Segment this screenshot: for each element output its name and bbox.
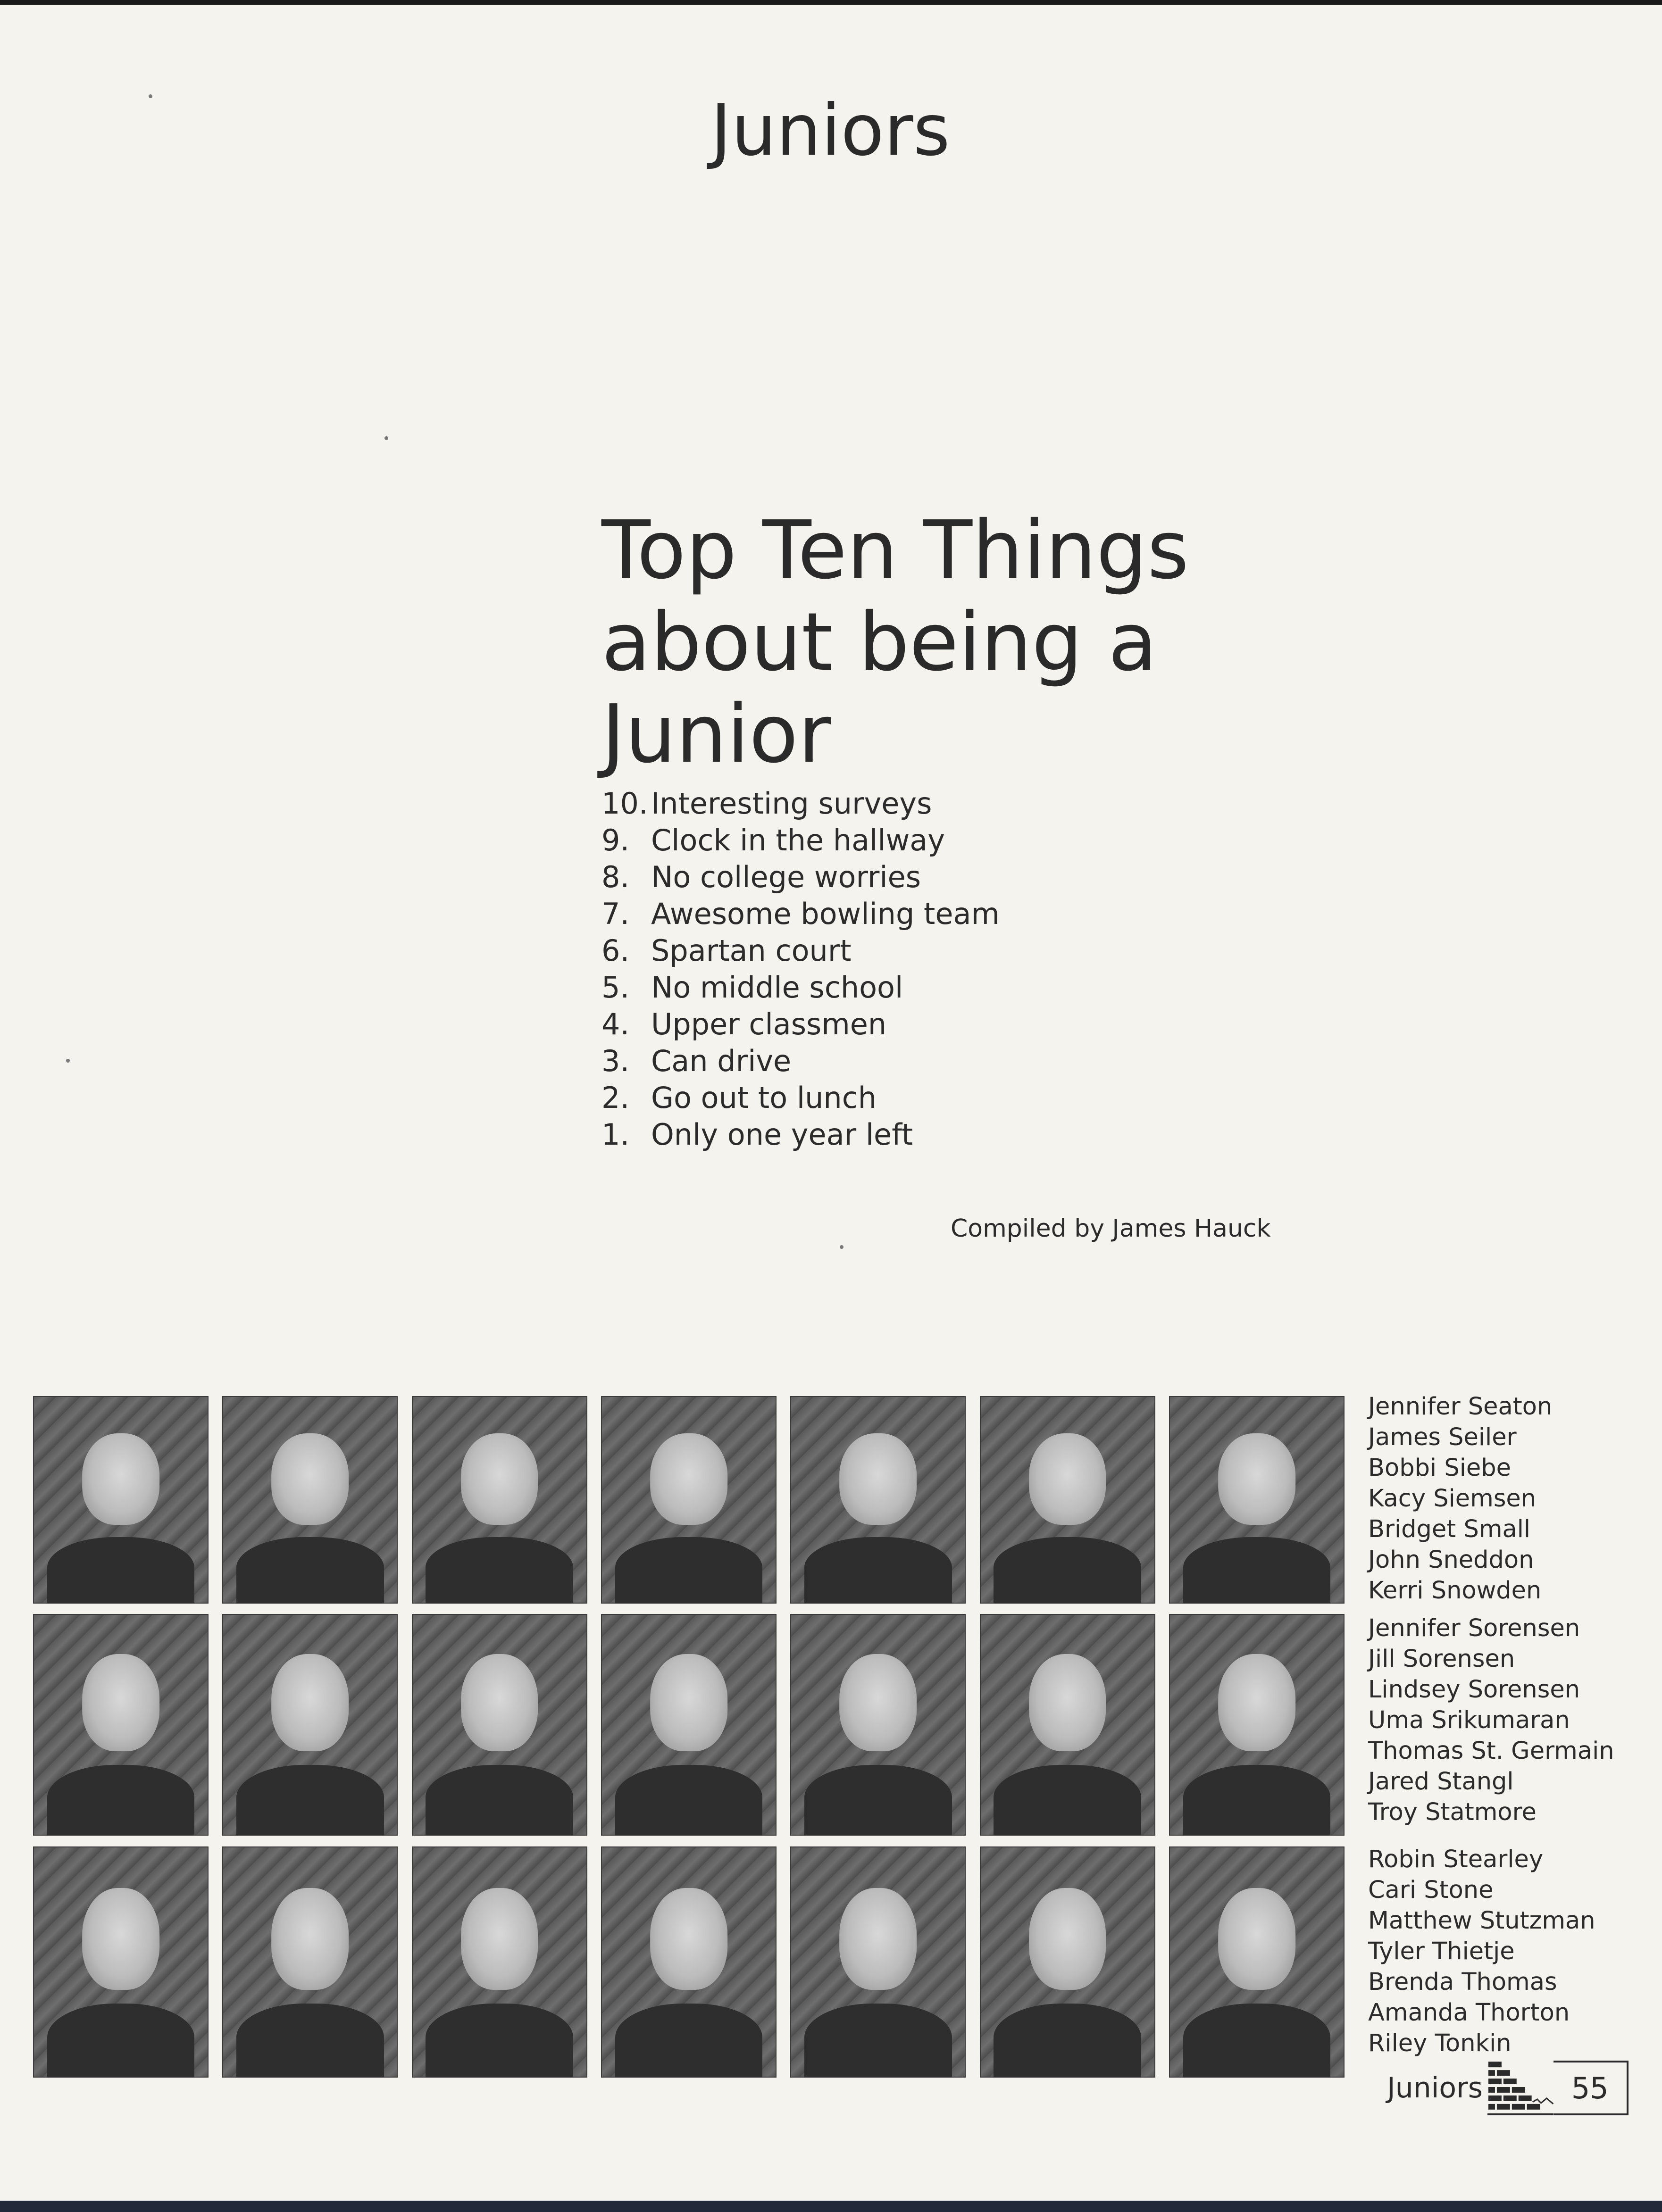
portrait-row [33,1396,1345,1604]
student-name: Kacy Siemsen [1368,1485,1537,1513]
portrait-names-row-3 [1368,1844,1595,2059]
top-ten-title: Top Ten Things about being a Junior [601,504,1189,781]
portrait-photo [980,1614,1155,1836]
list-item [601,1116,1000,1153]
list-item-number: 2. [601,1081,630,1115]
portrait-photo [1169,1614,1345,1836]
student-name: Jill Sorensen [1368,1645,1515,1673]
student-name: Amanda Thorton [1368,1999,1570,2027]
student-name: Troy Statmore [1368,1798,1537,1826]
page-bottom-edge [0,2201,1662,2212]
student-name: Matthew Stutzman [1368,1907,1595,1935]
paper-speck [840,1245,844,1249]
portrait-photo [601,1396,777,1604]
student-name: Kerri Snowden [1368,1577,1542,1605]
list-item-number: 1. [601,1117,630,1152]
page-title: Juniors [710,90,950,172]
portrait-photo [790,1396,966,1604]
page-footer [1387,2057,1629,2119]
student-name: Bobbi Siebe [1368,1454,1511,1482]
list-item-text: No middle school [651,970,903,1005]
page-top-edge [0,0,1662,5]
paper-speck [384,436,388,440]
list-item [601,969,1000,1006]
list-item-number: 6. [601,933,630,968]
portrait-photo [222,1396,398,1604]
portrait-photo [790,1614,966,1836]
portrait-photo [1169,1846,1345,2078]
student-name: Jared Stangl [1368,1768,1514,1796]
list-item-text: Spartan court [651,933,852,968]
student-name: Tyler Thietje [1368,1938,1515,1965]
paper-speck [149,94,152,98]
portrait-photo [601,1846,777,2078]
list-item [601,932,1000,969]
list-item [601,1080,1000,1116]
portrait-grid [33,1396,1345,2078]
portrait-photo [412,1846,587,2078]
list-item [601,859,1000,896]
list-item [601,896,1000,932]
student-name: Lindsey Sorensen [1368,1676,1580,1704]
list-item-text: No college worries [651,860,921,894]
list-item-text: Only one year left [651,1117,913,1152]
student-name: Jennifer Seaton [1368,1393,1553,1421]
list-item-number: 8. [601,860,630,894]
portrait-photo [222,1614,398,1836]
list-item-text: Awesome bowling team [651,897,1000,931]
list-item-number: 10. [601,786,648,821]
list-item-number: 7. [601,897,630,931]
portrait-photo [412,1614,587,1836]
portrait-photo [33,1396,209,1604]
student-name: Robin Stearley [1368,1846,1544,1873]
student-name: Jennifer Sorensen [1368,1614,1580,1642]
list-item-number: 4. [601,1007,630,1041]
list-item [601,1006,1000,1043]
portrait-photo [33,1614,209,1836]
student-name: Cari Stone [1368,1876,1494,1904]
portrait-row [33,1846,1345,2078]
student-name: James Seiler [1368,1423,1517,1451]
list-item [601,785,1000,822]
page-number: 55 [1553,2061,1629,2115]
student-name: Riley Tonkin [1368,2029,1512,2057]
student-name: Bridget Small [1368,1515,1531,1543]
portrait-names-row-1 [1368,1391,1552,1606]
compiled-by-credit: Compiled by James Hauck [951,1214,1271,1243]
portrait-photo [412,1396,587,1604]
footer-section-label: Juniors [1387,2071,1483,2104]
portrait-photo [1169,1396,1345,1604]
student-name: John Sneddon [1368,1546,1534,1574]
portrait-photo [790,1846,966,2078]
student-name: Thomas St. Germain [1368,1737,1614,1765]
student-name: Uma Srikumaran [1368,1706,1570,1734]
portrait-photo [980,1846,1155,2078]
portrait-row [33,1614,1345,1836]
list-item-number: 9. [601,823,630,857]
student-name: Brenda Thomas [1368,1968,1557,1996]
list-item-text: Upper classmen [651,1007,887,1041]
list-item-text: Interesting surveys [651,786,932,821]
list-item-text: Clock in the hallway [651,823,945,857]
list-item-number: 3. [601,1044,630,1078]
portrait-photo [222,1846,398,2078]
portrait-photo [33,1846,209,2078]
list-item-number: 5. [601,970,630,1005]
list-item-text: Go out to lunch [651,1081,877,1115]
portrait-photo [601,1614,777,1836]
list-item [601,1043,1000,1080]
list-item-text: Can drive [651,1044,792,1078]
portrait-photo [980,1396,1155,1604]
portrait-names-row-2 [1368,1613,1614,1828]
list-item [601,822,1000,859]
paper-speck [66,1059,70,1063]
top-ten-list [601,785,1000,1153]
brick-wall-icon [1487,2060,1553,2116]
